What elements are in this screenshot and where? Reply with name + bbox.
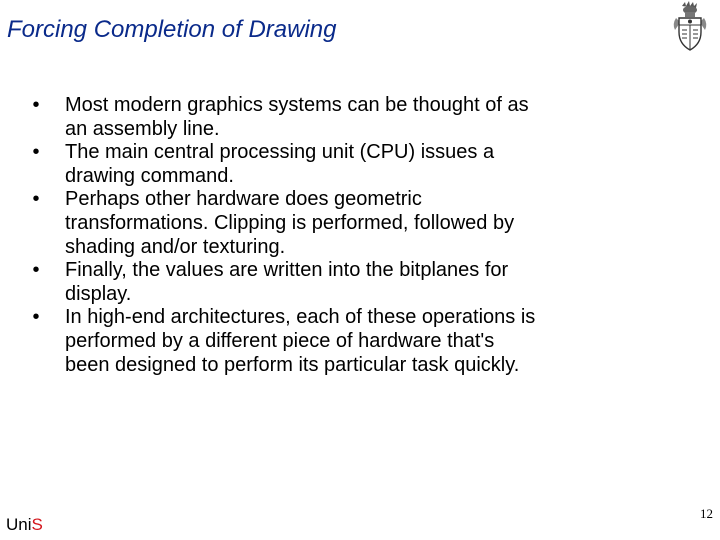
bullet-line: display.	[65, 282, 132, 305]
bullet-line: transformations. Clipping is performed, followed by	[65, 211, 515, 234]
unis-logo	[6, 515, 43, 535]
bullet-dot: •	[32, 259, 40, 282]
bullet-dot: •	[32, 141, 40, 164]
bullet-line: drawing command.	[65, 164, 234, 187]
bullet-line: an assembly line.	[65, 117, 220, 140]
bullet-item	[28, 306, 668, 377]
bullet-line: The main central processing unit (CPU) issues a	[65, 141, 495, 164]
bullet-dot: •	[32, 94, 40, 116]
bullet-list	[28, 94, 668, 377]
bullet-line: been designed to perform its particular task quickly.	[65, 353, 520, 376]
bullet-item	[28, 259, 668, 306]
bullet-line: Most modern graphics systems can be thought of as	[65, 94, 529, 116]
logo-text-s: S	[31, 515, 43, 534]
slide-title: Forcing Completion of Drawing	[7, 16, 337, 43]
bullet-dot: •	[32, 306, 40, 329]
university-crest-icon	[668, 0, 712, 52]
bullet-line: Perhaps other hardware does geometric	[65, 188, 422, 211]
bullet-line: Finally, the values are written into the bitplanes for	[65, 259, 509, 282]
bullet-line: In high-end architectures, each of these operations is	[65, 306, 536, 329]
logo-text-uni: Uni	[6, 515, 32, 534]
bullet-line: performed by a different piece of hardware that's	[65, 329, 495, 352]
page-number: 12	[700, 506, 713, 521]
bullet-item	[28, 188, 668, 259]
bullet-item	[28, 141, 668, 188]
bullet-dot: •	[32, 188, 40, 211]
bullet-line: shading and/or texturing.	[65, 235, 286, 258]
bullet-item	[28, 94, 668, 141]
